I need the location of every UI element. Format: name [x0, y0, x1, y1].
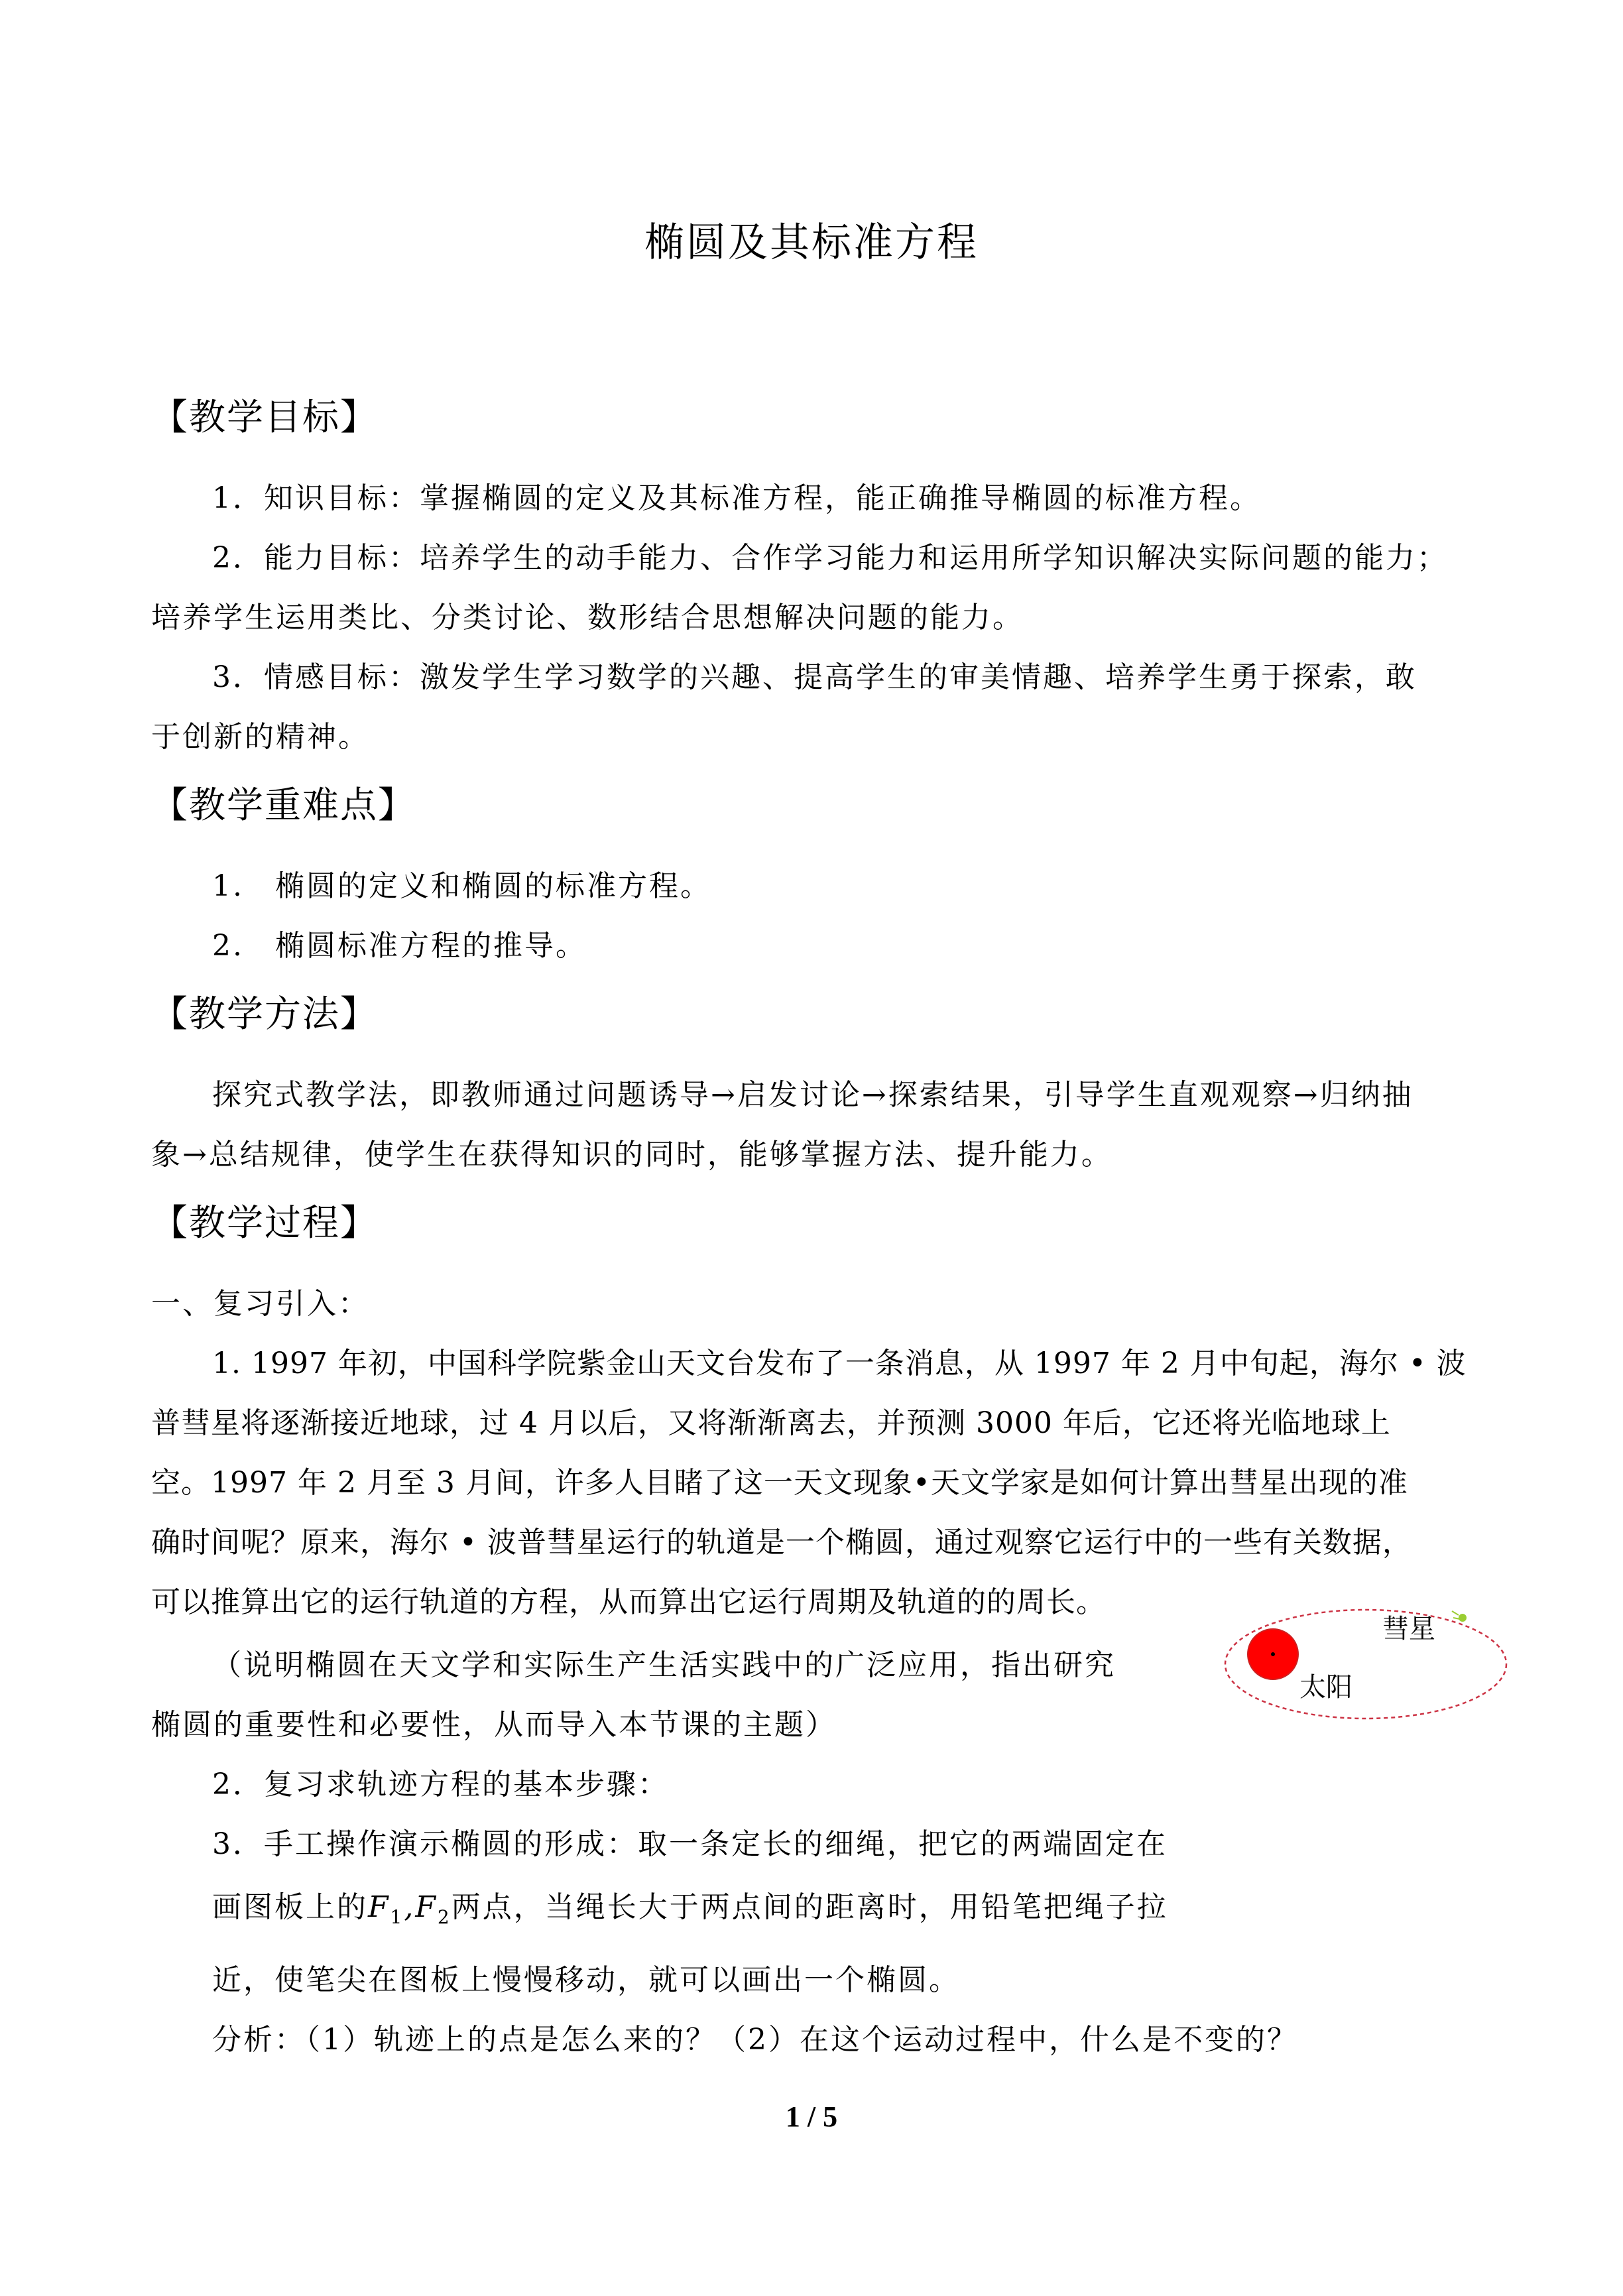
- key-point-2: 2. 椭圆标准方程的推导。: [212, 929, 587, 963]
- para1-line-3: 空。1997 年 2 月至 3 月间，许多人目睹了这一天文现象•天文学家是如何计算出彗星出现的准: [151, 1466, 1408, 1500]
- para1-line-4: 确时间呢？原来，海尔 • 波普彗星运行的轨道是一个椭圆，通过观察它运行中的一些有关数据，: [151, 1526, 1412, 1559]
- step-3-line-3: 近，使笔尖在图板上慢慢移动，就可以画出一个椭圆。: [212, 1963, 960, 1997]
- page-title: 椭圆及其标准方程: [644, 219, 979, 266]
- para1-line-5: 可以推算出它的运行轨道的方程，从而算出它运行周期及轨道的的周长。: [151, 1585, 1106, 1619]
- heading-goals: 【教学目标】: [151, 396, 379, 438]
- step-3-line-2: [212, 1883, 1168, 1928]
- sun-center-dot: [1271, 1652, 1275, 1656]
- step-3-line-1: 3．手工操作演示椭圆的形成：取一条定长的细绳，把它的两端固定在: [212, 1827, 1168, 1861]
- heading-key-points: 【教学重难点】: [151, 784, 416, 826]
- comet-orbit-diagram: [1220, 1585, 1512, 1730]
- methods-line-1: 探究式教学法，即教师通过问题诱导→启发讨论→探索结果，引导学生直观观察→归纳抽: [212, 1078, 1413, 1112]
- key-point-1: 1. 椭圆的定义和椭圆的标准方程。: [212, 869, 711, 903]
- note-line-2: 椭圆的重要性和必要性，从而导入本节课的主题）: [151, 1708, 837, 1742]
- note-line-1: （说明椭圆在天文学和实际生产生活实践中的广泛应用，指出研究: [212, 1648, 1116, 1682]
- goal-line-2: 2．能力目标：培养学生的动手能力、合作学习能力和运用所学知识解决实际问题的能力；: [212, 541, 1448, 575]
- comet-icon: [1452, 1611, 1467, 1622]
- goal-line-3: 培养学生运用类比、分类讨论、数形结合思想解决问题的能力。: [151, 601, 1024, 634]
- focus-f1: $F_1$: [368, 1890, 404, 1928]
- step-3-prefix: 画图板上的: [212, 1890, 368, 1924]
- sun-label: 太阳: [1299, 1672, 1352, 1703]
- methods-line-2: 象→总结规律，使学生在获得知识的同时，能够掌握方法、提升能力。: [151, 1138, 1112, 1172]
- goal-line-4: 3．情感目标：激发学生学习数学的兴趣、提高学生的审美情趣、培养学生勇于探索，敢: [212, 660, 1417, 694]
- step-2: 2．复习求轨迹方程的基本步骤：: [212, 1768, 669, 1801]
- focus-separator: ,: [404, 1890, 416, 1924]
- process-subheading-review: 一、复习引入：: [151, 1287, 369, 1321]
- para1-line-2: 普彗星将逐渐接近地球，过 4 月以后，又将渐渐离去，并预测 3000 年后，它还将光临地球上: [151, 1406, 1391, 1440]
- heading-process: 【教学过程】: [151, 1201, 379, 1244]
- goal-line-1: 1．知识目标：掌握椭圆的定义及其标准方程，能正确推导椭圆的标准方程。: [212, 481, 1261, 515]
- heading-methods: 【教学方法】: [151, 993, 379, 1035]
- para1-line-1: 1. 1997 年初，中国科学院紫金山天文台发布了一条消息，从 1997 年 2 月中旬起，海尔 • 波: [212, 1347, 1467, 1380]
- goal-line-5: 于创新的精神。: [151, 720, 369, 754]
- comet-label: 彗星: [1382, 1614, 1435, 1644]
- analysis-line: 分析：（1）轨迹上的点是怎么来的？（2）在这个运动过程中，什么是不变的？: [212, 2023, 1298, 2057]
- step-3-suffix: 两点，当绳长大于两点间的距离时，用铅笔把绳子拉: [451, 1890, 1168, 1924]
- focus-f2: $F_2$: [415, 1890, 451, 1928]
- page-number: 1 / 5: [785, 2100, 838, 2133]
